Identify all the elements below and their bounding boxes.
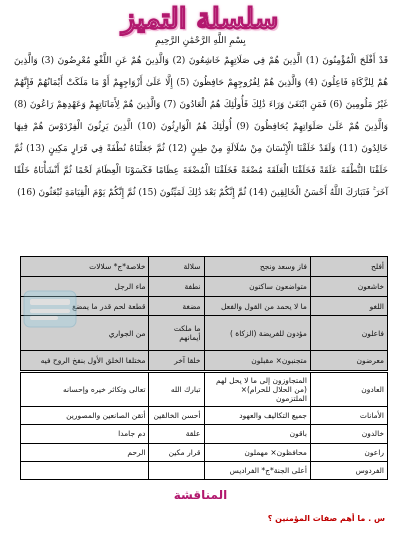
meaning-cell: مؤدون للفريضة (الزكاة ) <box>204 316 310 351</box>
word-cell: سلالة <box>149 257 204 277</box>
meaning-cell: من الجواري <box>21 316 149 351</box>
word-cell: أفلح <box>310 257 387 277</box>
quran-verses: قَدْ أَفْلَحَ الْمُؤْمِنُونَ (1) الَّذِينَ هُمْ فِي صَلَاتِهِمْ خَاشِعُونَ (2) وَالَّذِينَ هُمْ عَنِ اللَّغْوِ مُعْرِضُونَ (3) وَالَّذِينَ هُمْ لِلزَّكَاةِ فَاعِلُونَ (4) وَالَّذِينَ هُمْ لِفُرُوجِهِمْ حَافِظُونَ (5) إِلَّا عَلَىٰ أَزْوَاجِهِمْ أَوْ مَا مَلَكَتْ أَيْمَانُهُمْ فَإِنَّهُمْ غَيْرُ مَلُومِينَ (6) فَمَنِ ابْتَغَىٰ وَرَاءَ ذَٰلِكَ فَأُولَٰئِكَ هُمُ الْعَادُونَ (7) وَالَّذِينَ هُمْ لِأَمَانَاتِهِمْ وَعَهْدِهِمْ رَاعُونَ (8) وَالَّذِينَ هُمْ عَلَىٰ صَلَوَاتِهِمْ يُحَافِظُونَ (9) أُولَٰئِكَ هُمُ الْوَارِثُونَ (10) الَّذِينَ يَرِثُونَ الْفِرْدَوْسَ هُمْ فِيهَا خَالِدُونَ (11) وَلَقَدْ خَلَقْنَا الْإِنْسَانَ مِنْ سُلَالَةٍ مِنْ طِينٍ (12) ثُمَّ جَعَلْنَاهُ نُطْفَةً فِي قَرَارٍ مَكِينٍ (13) ثُمَّ خَلَقْنَا النُّطْفَةَ عَلَقَةً فَخَلَقْنَا الْعَلَقَةَ مُضْغَةً فَخَلَقْنَا الْمُضْغَةَ عِظَامًا فَكَسَوْنَا الْعِظَامَ لَحْمًا ثُمَّ أَنْشَأْنَاهُ خَلْقًا آخَرَ ۚ فَتَبَارَكَ اللَّهُ أَحْسَنُ الْخَالِقِينَ (14) ثُمَّ إِنَّكُمْ بَعْدَ ذَٰلِكَ لَمَيِّتُونَ (15) ثُمَّ إِنَّكُمْ يَوْمَ الْقِيَامَةِ تُبْعَثُونَ (16) <box>14 56 389 198</box>
word-cell: العادون <box>310 373 387 407</box>
word-cell: خالدون <box>310 425 387 443</box>
word-cell: ما ملكت أيمانهم <box>149 316 204 351</box>
table-row <box>21 407 388 425</box>
meaning-cell: أعلى الجنة*ج* الفراديس <box>204 461 310 479</box>
meaning-cell: دم جامدا <box>21 425 149 443</box>
table-row <box>21 443 388 461</box>
word-cell: الفردوس <box>310 461 387 479</box>
word-cell: قرار مكين <box>149 443 204 461</box>
word-cell <box>149 461 204 479</box>
table-row <box>21 257 388 277</box>
meaning-cell: محافظون× مهملون <box>204 443 310 461</box>
meaning-cell <box>21 461 149 479</box>
discussion-question: س . ما أهم صفات المؤمنين ؟ <box>267 514 385 523</box>
discussion-heading: المناقشة <box>173 488 228 502</box>
meaning-cell: قطعة لحم قدر ما يمضغ <box>21 296 149 316</box>
word-cell: تبارك الله <box>149 373 204 407</box>
table-row <box>21 425 388 443</box>
meaning-cell: جميع التكاليف والعهود <box>204 407 310 425</box>
vocabulary-table-white <box>20 372 388 480</box>
meaning-cell: باقون <box>204 425 310 443</box>
word-cell: أحسن الخالقين <box>149 407 204 425</box>
word-cell: راعون <box>310 443 387 461</box>
watermark-logo-icon <box>22 285 78 333</box>
meaning-cell: خلاصة*ج* سلالات <box>21 257 149 277</box>
word-cell: خلقا آخر <box>149 351 204 371</box>
word-cell: علقة <box>149 425 204 443</box>
word-cell: فاعلون <box>310 316 387 351</box>
word-cell: مضغة <box>149 296 204 316</box>
meaning-cell: الرحم <box>21 443 149 461</box>
basmala: بِسْمِ اللَّهِ الرَّحْمَٰنِ الرَّحِيمِ <box>155 36 246 46</box>
meaning-cell: أتقن الصانعين والمصورين <box>21 407 149 425</box>
meaning-cell: متواضعون ساكتون <box>204 276 310 296</box>
word-cell: معرضون <box>310 351 387 371</box>
table-row <box>21 351 388 371</box>
word-cell: نطفة <box>149 276 204 296</box>
meaning-cell: فاز وسعد ونجح <box>204 257 310 277</box>
meaning-cell: تعالى وتكاثر خيره وإحسانه <box>21 373 149 407</box>
word-cell: الأمانات <box>310 407 387 425</box>
meaning-cell: ما لا يحمد من القول والفعل <box>204 296 310 316</box>
meaning-cell: المتجاوزون إلى ما لا يحل لهم (من الحلال للحرام)× الملتزمون <box>204 373 310 407</box>
word-cell: خاشعون <box>310 276 387 296</box>
table-row <box>21 373 388 407</box>
series-title: سلسلة التميز <box>121 2 279 35</box>
meaning-cell: مختلفا الخلق الأول بنفخ الروح فيه <box>21 351 149 371</box>
table-row <box>21 461 388 479</box>
word-cell: اللغو <box>310 296 387 316</box>
meaning-cell: متجنبون× مقبلون <box>204 351 310 371</box>
meaning-cell: ماء الرجل <box>21 276 149 296</box>
